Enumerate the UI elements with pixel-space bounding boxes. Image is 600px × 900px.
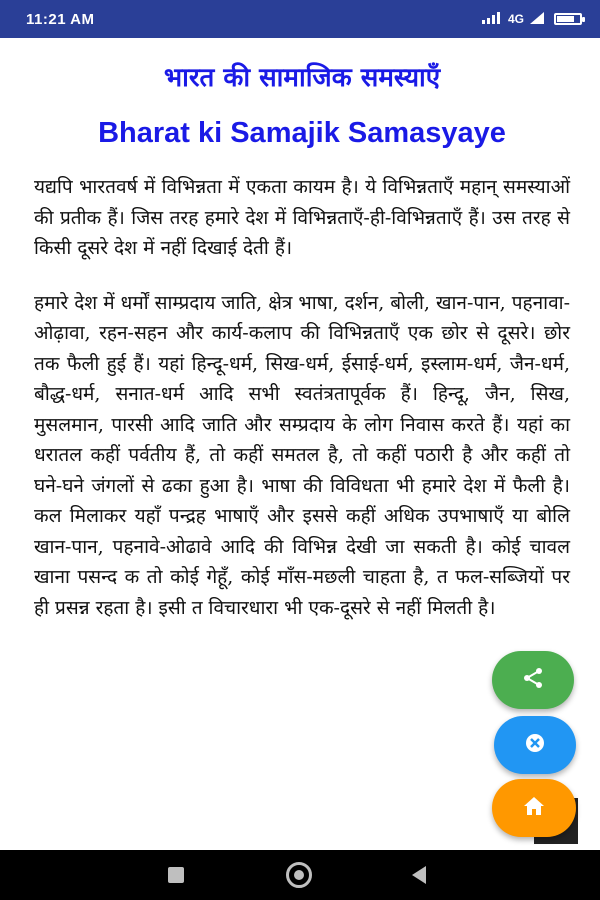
network-type: 4G: [507, 12, 524, 26]
close-button[interactable]: [494, 716, 576, 774]
article-title-hindi: भारत की सामाजिक समस्याएँ: [163, 63, 441, 93]
home-icon: [524, 797, 544, 819]
share-icon: [522, 667, 544, 693]
signal-icon: [482, 12, 502, 27]
back-triangle-icon[interactable]: [412, 866, 426, 884]
status-time: 11:21 AM: [26, 10, 95, 28]
article-title-english: Bharat ki Samajik Samasyaye: [98, 117, 506, 149]
navigation-bar: [0, 850, 600, 900]
wifi-signal-icon: [530, 12, 544, 27]
article-paragraph: हमारे देश में धर्मों साम्प्रदाय जाति, क्षेत्र भाषा, दर्शन, बोली, खान-पान, पहनावा-ओढ़ावा, रहन-सहन और कार्य-कलाप की विभिन्नताएँ एक छोर से दूसरे। छोर तक फैली हुई हैं। यहां हिन्दू-धर्म, सिख-धर्म, ईसाई-धर्म, इस्लाम-धर्म, जैन-धर्म, बौद्ध-धर्म, सनात-धर्म आदि सभी स्वतंत्रतापूर्वक हैं। हिन्दू, जैन, सिख, मुसलमान, पारसी आदि जाति और सम्प्रदाय के लोग निवास करते हैं। यहां का धरातल कहीं पर्वतीय हैं, तो कहीं समतल है, तो कहीं पठारी है और कहीं तो घने-घने जंगलों से ढका हुआ है। भाषा की विविधता भी हमारे देश में फैली है। कल मिलाकर यहाँ पन्द्रह भाषाएँ और इससे कहीं अधिक उपभाषाएँ या बोलि खान-पान, पहनावे-ओढावे आदि की विभिन्न देखी जा सकती है। कोई चावल खाना पसन्द क तो कोई गेहूँ, कोई माँस-मछली चाहता है, त फल-सब्जियों पर ही प्रसन्न रहता है। इसी त विचारधारा भी एक-दूसरे से नहीं मिलती है।: [34, 291, 570, 619]
battery-icon: [554, 13, 582, 25]
recents-icon[interactable]: [168, 867, 184, 883]
home-circle-icon[interactable]: [286, 862, 312, 888]
article-paragraph: यद्यपि भारतवर्ष में विभिन्नता में एकता कायम है। ये विभिन्नताएँ महान् समस्याओं की प्रतीक हैं। जिस तरह हमारे देश में विभिन्नताएँ-ही-विभिन्नताएँ हैं। उस तरह से किसी दूसरे देश में नहीं दिखाई देती हैं।: [34, 176, 570, 259]
status-indicators: [482, 12, 582, 27]
status-bar: [0, 0, 600, 38]
close-icon: [525, 733, 545, 757]
share-button[interactable]: [492, 651, 574, 709]
home-button[interactable]: [492, 779, 576, 837]
